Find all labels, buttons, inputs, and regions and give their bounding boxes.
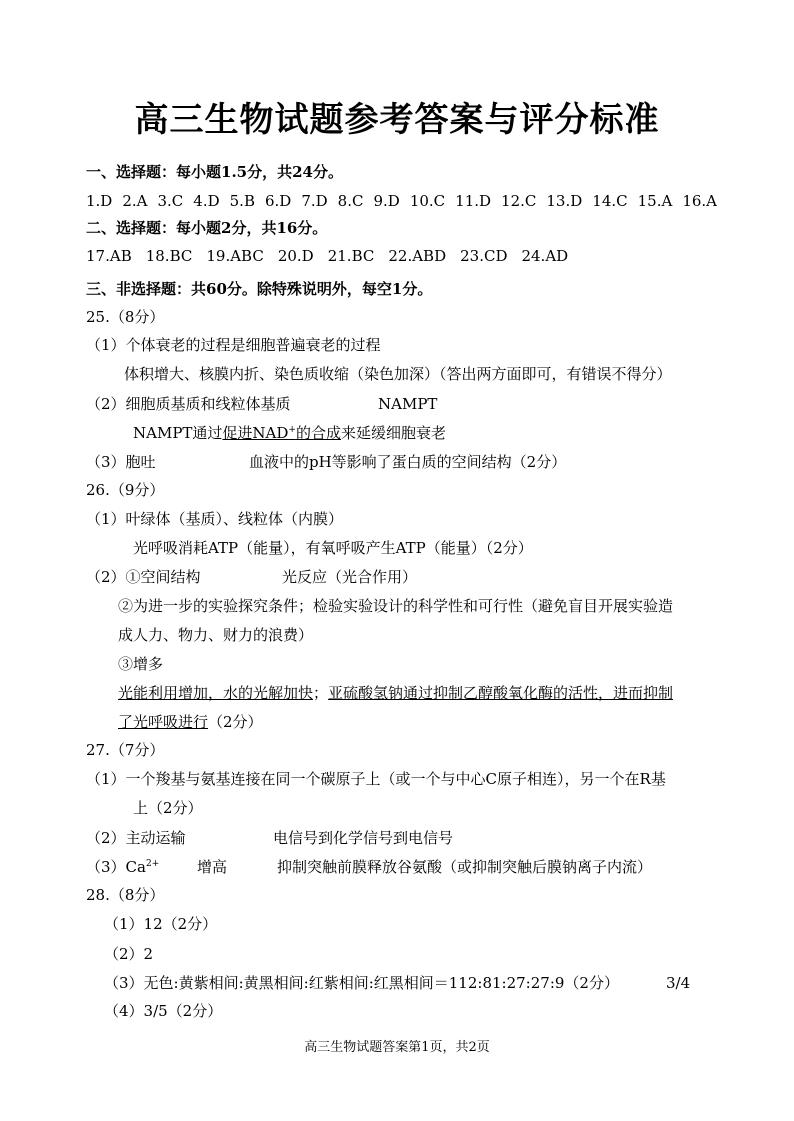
q27-part1-cont: 上（2分） (133, 799, 203, 817)
q26-part2-answer-d: 成人力、物力、财力的浪费） (118, 626, 314, 644)
answer-item: 12.C (501, 192, 537, 210)
q25-underlined-1: 促进NAD (222, 424, 289, 442)
answer-item: 21.BC (327, 247, 375, 265)
q26-underlined-2: 亚硫酸氢钠通过抑制乙醇酸氧化酶的活性，进而抑制 (328, 684, 674, 702)
answer-item: 15.A (637, 192, 673, 210)
q25-part3-answer-b: 血液中的pH等影响了蛋白质的空间结构（2分） (249, 453, 567, 471)
answer-item: 1.D (86, 192, 113, 210)
answer-item: 18.BC (145, 247, 193, 265)
answer-item: 8.C (337, 192, 364, 210)
q25-part1: （1）个体衰老的过程是细胞普遍衰老的过程 (86, 336, 381, 354)
q26-part2-answer-c: ②为进一步的实验探究条件；检验实验设计的科学性和可行性（避免盲目开展实验造 (118, 597, 674, 615)
q25-heading: 25.（8分） (86, 308, 165, 326)
q26-score: （2分） (208, 713, 263, 731)
q27-part2-answer-a: （2）主动运输 (86, 829, 186, 847)
answer-item: 22.ABD (388, 247, 447, 265)
q25-text-2: 来延缓细胞衰老 (340, 424, 446, 442)
q27-heading: 27.（7分） (86, 741, 165, 759)
page-title: 高三生物试题参考答案与评分标准 (134, 100, 660, 140)
section-3-header: 三、非选择题：共60分。除特殊说明外，每空1分。 (86, 280, 433, 298)
answer-item: 3.C (157, 192, 184, 210)
q26-part2-answer-b: 光反应（光合作用） (282, 568, 418, 586)
q25-part3-answer-a: （3）胞吐 (86, 453, 156, 471)
q26-underlined-1: 光能利用增加，水的光解加快 (118, 684, 314, 702)
q28-part3-answer-a: （3）无色:黄紫相间:黄黑相间:红紫相间:红黑相间＝112:81:27:27:9（2分） (104, 974, 619, 992)
q26-underlined-3: 了光呼吸进行 (118, 713, 209, 731)
q26-heading: 26.（9分） (86, 481, 165, 499)
q26-part2-answer-a: （2）①空间结构 (86, 568, 201, 586)
answer-item: 5.B (229, 192, 255, 210)
q26-separator: ； (313, 684, 329, 702)
q25-part1-answer: 体积增大、核膜内折、染色质收缩（染色加深）（答出两方面即可，有错误不得分） (124, 365, 672, 383)
q25-part2-answer-a: （2）细胞质基质和线粒体基质 (86, 395, 291, 413)
answer-item: 11.D (455, 192, 492, 210)
q28-part1: （1）12（2分） (104, 915, 218, 933)
q27-part1: （1）一个羧基与氨基连接在同一个碳原子上（或一个与中心C原子相连），另一个在R基 (86, 770, 666, 788)
q27-calcium: （3）Ca (86, 858, 146, 876)
q25-underlined-2: 的合成 (295, 424, 341, 442)
answer-item: 14.C (592, 192, 628, 210)
section-1-answers (86, 191, 727, 211)
answer-item: 10.C (409, 192, 446, 210)
answer-item: 19.ABC (206, 247, 264, 265)
answer-item: 24.AD (521, 247, 569, 265)
answer-item: 17.AB (86, 247, 132, 265)
q27-calcium-charge: 2+ (145, 859, 160, 869)
section-2-header: 二、选择题：每小题2分，共16分。 (86, 219, 328, 237)
q27-part3-answer-c: 抑制突触前膜释放谷氨酸（或抑制突触后膜钠离子内流） (277, 858, 653, 876)
section-2-answers (86, 246, 582, 266)
q25-part2-answer-c (133, 423, 446, 443)
answer-item: 23.CD (460, 247, 508, 265)
q28-heading: 28.（8分） (86, 886, 165, 904)
q27-part2-answer-b: 电信号到化学信号到电信号 (273, 829, 454, 847)
q26-part2-answer-g (118, 712, 263, 732)
q27-part3-answer-a (86, 857, 159, 877)
answer-item: 13.D (546, 192, 583, 210)
answer-item: 4.D (193, 192, 220, 210)
q25-part2-answer-b: NAMPT (378, 395, 438, 413)
answer-item: 20.D (277, 247, 314, 265)
answer-item: 16.A (682, 192, 717, 210)
q25-underlined-answer (222, 424, 341, 442)
q28-part4: （4）3/5（2分） (104, 1002, 223, 1020)
q28-part3-answer-b: 3/4 (666, 974, 691, 992)
answer-item: 7.D (301, 192, 328, 210)
page-footer: 高三生物试题答案第1页，共2页 (304, 1040, 490, 1055)
q26-part1: （1）叶绿体（基质）、线粒体（内膜） (86, 510, 344, 528)
q25-superscript: + (288, 425, 296, 435)
answer-item: 6.D (264, 192, 292, 210)
answer-item: 9.D (373, 192, 400, 210)
q28-part2: （2）2 (104, 945, 154, 963)
q25-text-1: NAMPT通过 (133, 424, 223, 442)
answer-item: 2.A (122, 192, 148, 210)
q27-part3-answer-b: 增高 (197, 858, 228, 876)
section-1-header: 一、选择题：每小题1.5分，共24分。 (86, 163, 343, 181)
q26-part1-answer: 光呼吸消耗ATP（能量），有氧呼吸产生ATP（能量）（2分） (133, 539, 533, 557)
q26-part2-answer-e: ③增多 (118, 655, 164, 673)
q26-part2-answer-f (118, 683, 673, 703)
